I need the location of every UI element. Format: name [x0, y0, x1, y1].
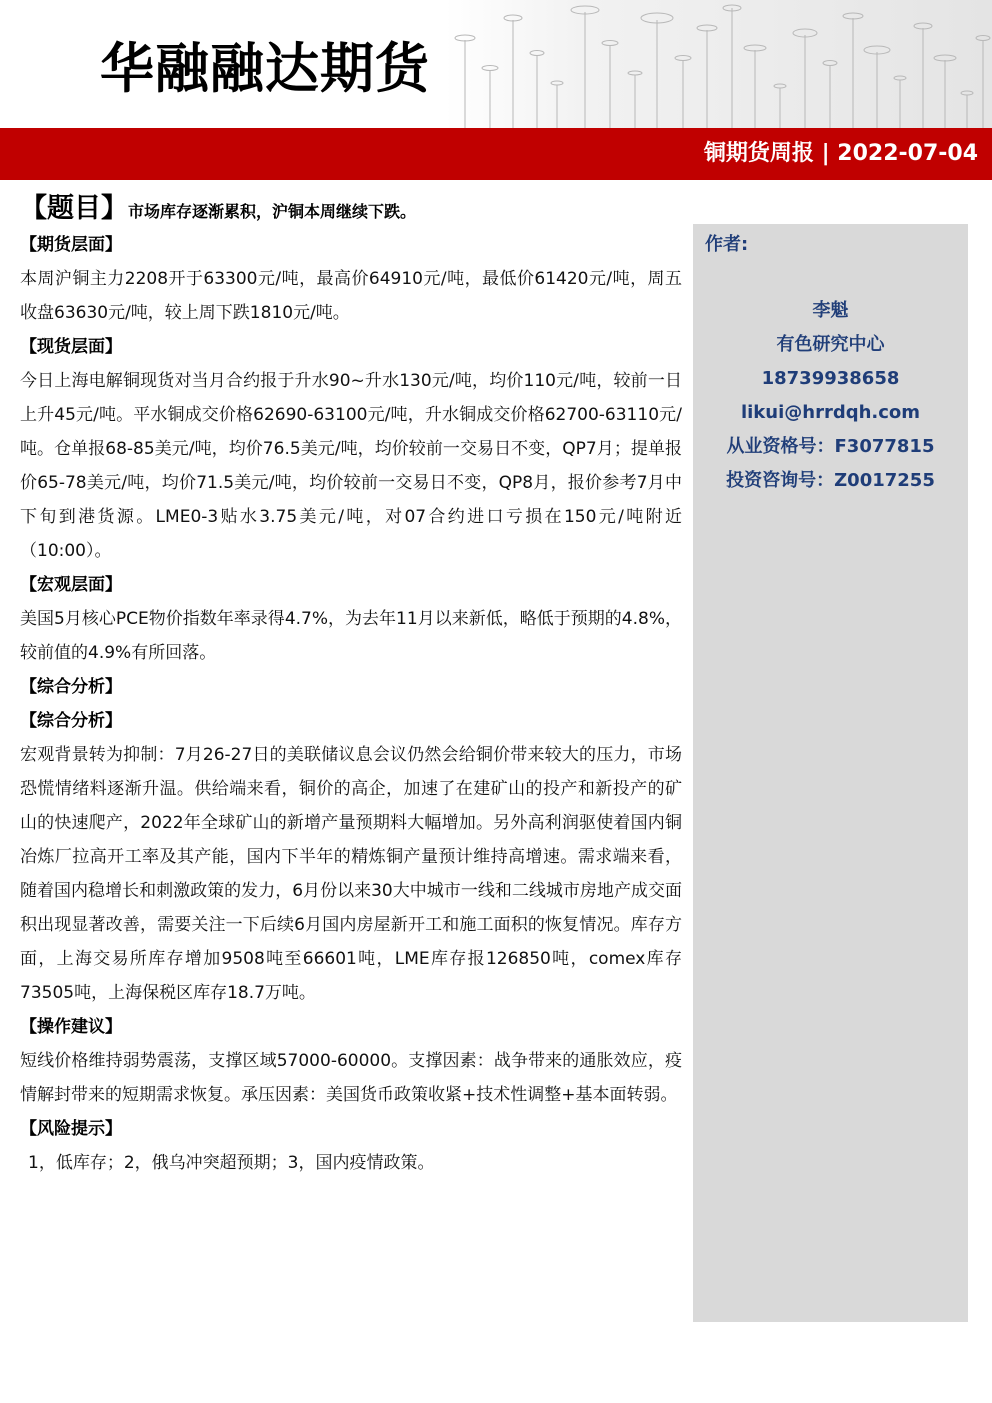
author-advisory-number: 投资咨询号：Z0017255 — [726, 470, 935, 491]
section-heading-macro: 【宏观层面】 — [20, 575, 122, 595]
author-sidebar — [693, 224, 968, 1322]
section-heading-futures: 【期货层面】 — [20, 235, 122, 255]
author-department: 有色研究中心 — [776, 334, 885, 355]
section-heading-risk: 【风险提示】 — [20, 1119, 122, 1139]
section-heading-analysis-2: 【综合分析】 — [20, 711, 122, 731]
header-decoration — [445, 0, 992, 128]
headline-mark: 【题目】 — [20, 193, 128, 224]
headline — [20, 190, 682, 228]
company-logo-text: 华融融达期货 — [100, 36, 430, 100]
section-body-risk: 1，低库存；2，俄乌冲突超预期；3，国内疫情政策。 — [28, 1153, 435, 1173]
author-heading: 作者: — [705, 234, 749, 255]
section-body-futures: 本周沪铜主力2208开于63300元/吨，最高价64910元/吨，最低价61420元/吨，周五收盘63630元/吨，较上周下跌1810元/吨。 — [20, 269, 682, 323]
report-body — [20, 190, 682, 1180]
section-body-macro: 美国5月核心PCE物价指数年率录得4.7%，为去年11月以来新低，略低于预期的4.8%，较前值的4.9%有所回落。 — [20, 609, 682, 663]
report-header-bar — [0, 128, 992, 180]
author-info — [693, 294, 968, 498]
author-email: likui@hrrdqh.com — [740, 402, 921, 423]
author-name: 李魁 — [812, 300, 849, 321]
section-heading-spot: 【现货层面】 — [20, 337, 122, 357]
headline-text: 市场库存逐渐累积，沪铜本周继续下跌。 — [128, 202, 417, 221]
section-heading-analysis-1: 【综合分析】 — [20, 677, 122, 697]
author-phone: 18739938658 — [761, 368, 900, 389]
section-body-advice: 短线价格维持弱势震荡，支撑区域57000-60000。支撑因素：战争带来的通胀效应，疫情解封带来的短期需求恢复。承压因素：美国货币政策收紧+技术性调整+基本面转弱。 — [20, 1051, 682, 1105]
section-body-analysis: 宏观背景转为抑制：7月26-27日的美联储议息会议仍然会给铜价带来较大的压力，市场恐慌情绪料逐渐升温。供给端来看，铜价的高企，加速了在建矿山的投产和新投产的矿山的快速爬产，2022年全球矿山的新增产量预期料大幅增加。另外高利润驱使着国内铜冶炼厂拉高开工率及其产能，国内下半年的精炼铜产量预计维持高增速。需求端来看，随着国内稳增长和刺激政策的发力，6月份以来30大中城市一线和二线城市房地产成交面积出现显著改善，需要关注一下后续6月国内房屋新开工和施工面积的恢复情况。库存方面，上海交易所库存增加9508吨至66601吨，LME库存报126850吨，comex库存73505吨，上海保税区库存18.7万吨。 — [20, 745, 682, 1003]
section-body-spot: 今日上海电解铜现货对当月合约报于升水90~升水130元/吨，均价110元/吨，较前一日上升45元/吨。平水铜成交价格62690-63100元/吨，升水铜成交价格62700-63110元/吨。仓单报68-85美元/吨，均价76.5美元/吨，均价较前一交易日不变，QP7月；提单报价65-78美元/吨，均价71.5美元/吨，均价较前一交易日不变，QP8月，报价参考7月中下旬到港货源。LME0-3贴水3.75美元/吨，对07合约进口亏损在150元/吨附近（10:00）。 — [20, 371, 682, 561]
report-title-date: 铜期货周报 | 2022-07-04 — [703, 141, 978, 166]
section-heading-advice: 【操作建议】 — [20, 1017, 122, 1037]
author-license-number: 从业资格号：F3077815 — [726, 436, 935, 457]
